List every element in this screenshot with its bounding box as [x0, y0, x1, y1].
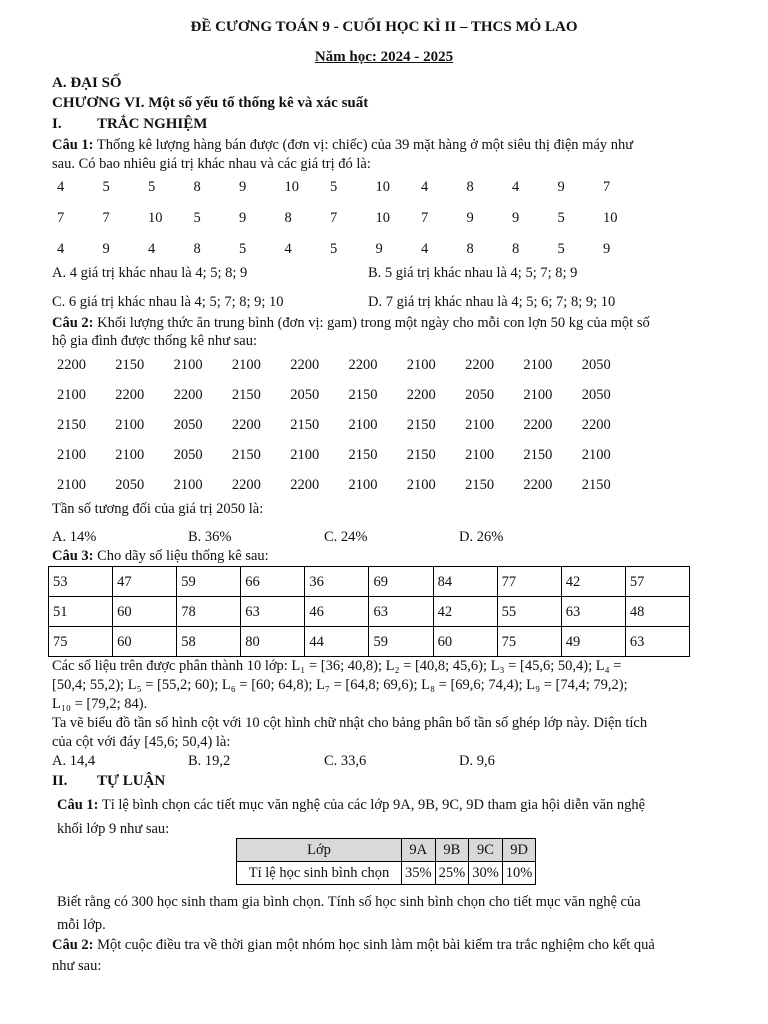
- question-1-option-b: B. 5 giá trị khác nhau là 4; 5; 7; 8; 9: [368, 265, 578, 281]
- question-2-grid-value: 2150: [348, 447, 378, 463]
- question-2-grid-value: 2200: [523, 477, 553, 493]
- table-cell: 63: [625, 627, 689, 657]
- table-cell: 84: [433, 567, 497, 597]
- school-year: Năm học: 2024 - 2025: [314, 49, 454, 65]
- question-1-grid-value: 4: [421, 179, 429, 195]
- question-2-grid-value: 2150: [581, 477, 611, 493]
- question-2-grid-value: 2200: [581, 417, 611, 433]
- question-2-grid-value: 2200: [115, 387, 145, 403]
- question-2-grid-value: 2150: [348, 387, 378, 403]
- table-cell: 53: [49, 567, 113, 597]
- essay-2-line-2: như sau:: [52, 958, 102, 974]
- question-label: Câu 1:: [52, 137, 94, 153]
- chapter-heading: CHƯƠNG VI. Một số yếu tố thống kê và xác suất: [52, 95, 369, 111]
- table-cell: 60: [113, 627, 177, 657]
- question-1-grid-value: 7: [330, 210, 338, 226]
- question-2-line-2: hộ gia đình được thống kê như sau:: [52, 333, 258, 349]
- table-cell: 60: [113, 597, 177, 627]
- question-3-classes-line-1: Các số liệu trên được phân thành 10 lớp: L₁ = [36; 40,8); L₂ = [40,8; 45,6); L₃ = [45,6; 50,4); L₄ =: [52, 658, 622, 674]
- question-1-grid-value: 5: [102, 179, 110, 195]
- question-2-option-b: B. 36%: [188, 529, 232, 545]
- question-2-grid-value: 2050: [115, 477, 145, 493]
- question-1-grid-value: 9: [466, 210, 474, 226]
- question-1-grid-value: 8: [512, 241, 520, 257]
- question-1-option-d: D. 7 giá trị khác nhau là 4; 5; 6; 7; 8; 9; 10: [368, 294, 616, 310]
- question-1-grid-value: 8: [466, 179, 474, 195]
- question-1-grid-value: 8: [193, 241, 201, 257]
- question-1-grid-value: 8: [466, 241, 474, 257]
- question-1-grid-value: 10: [603, 210, 618, 226]
- question-2-grid-value: 2100: [173, 357, 203, 373]
- question-1-option-c: C. 6 giá trị khác nhau là 4; 5; 7; 8; 9; 10: [52, 294, 284, 310]
- question-2-option-c: C. 24%: [324, 529, 368, 545]
- table-cell: 78: [177, 597, 241, 627]
- question-3-data-table: [48, 566, 690, 657]
- question-1-grid-value: 5: [239, 241, 247, 257]
- table-cell: 42: [561, 567, 625, 597]
- table-header-cell: 9A: [402, 839, 436, 862]
- question-2-grid-value: 2100: [465, 447, 495, 463]
- question-2-grid-value: 2200: [523, 417, 553, 433]
- table-cell: 35%: [402, 862, 436, 885]
- part-title: TỰ LUẬN: [97, 773, 166, 789]
- question-1-grid-value: 4: [57, 241, 65, 257]
- question-2-grid-value: 2100: [115, 417, 145, 433]
- table-header-cell: 9D: [502, 839, 536, 862]
- question-2-grid-value: 2200: [406, 387, 436, 403]
- question-1-grid-value: 4: [512, 179, 520, 195]
- question-1-grid-value: 7: [102, 210, 110, 226]
- essay-1-after-line-2: mỗi lớp.: [57, 917, 106, 933]
- question-2-grid-value: 2200: [173, 387, 203, 403]
- question-1-grid-value: 8: [284, 210, 292, 226]
- essay-1-after-line-1: Biết rằng có 300 học sinh tham gia bình chọn. Tính số học sinh bình chọn cho tiết mục văn nghệ của: [57, 894, 641, 910]
- question-2-grid-value: 2100: [406, 357, 436, 373]
- question-1-grid-value: 7: [603, 179, 611, 195]
- table-cell: 59: [369, 627, 433, 657]
- question-3-option-b: B. 19,2: [188, 753, 231, 769]
- table-cell: 75: [49, 627, 113, 657]
- question-2-grid-value: 2100: [173, 477, 203, 493]
- question-2-grid-value: 2050: [173, 417, 203, 433]
- question-2-grid-value: 2050: [581, 387, 611, 403]
- table-cell: 59: [177, 567, 241, 597]
- question-text: Một cuộc điều tra về thời gian một nhóm học sinh làm một bài kiểm tra trắc nghiệm cho kết quả: [97, 937, 655, 953]
- question-3-classes-line-3: L₁₀ = [79,2; 84).: [52, 696, 148, 712]
- question-3-prompt-line-2: của cột với đáy [45,6; 50,4) là:: [52, 734, 231, 750]
- question-2-grid-value: 2050: [465, 387, 495, 403]
- table-cell: 10%: [502, 862, 536, 885]
- question-2-grid-value: 2050: [173, 447, 203, 463]
- table-cell: 25%: [435, 862, 469, 885]
- table-cell: 49: [561, 627, 625, 657]
- question-2-grid-value: 2150: [406, 447, 436, 463]
- question-1-grid-value: 10: [375, 179, 390, 195]
- question-3-prompt-line-1: Ta vẽ biểu đồ tần số hình cột với 10 cột hình chữ nhật cho bảng phân bố tần số ghép lớp này. Diện tích: [52, 715, 648, 731]
- table-cell: 75: [497, 627, 561, 657]
- question-2-grid-value: 2100: [290, 447, 320, 463]
- question-2-grid-value: 2100: [115, 447, 145, 463]
- question-1-grid-value: 4: [421, 241, 429, 257]
- question-2-grid-value: 2150: [523, 447, 553, 463]
- question-2-grid-value: 2100: [523, 357, 553, 373]
- question-2-grid-value: 2100: [57, 447, 86, 463]
- table-cell: 42: [433, 597, 497, 627]
- table-cell: 57: [625, 567, 689, 597]
- question-1-grid-value: 5: [330, 179, 338, 195]
- question-2-option-d: D. 26%: [459, 529, 504, 545]
- question-1-line-2: sau. Có bao nhiêu giá trị khác nhau và các giá trị đó là:: [52, 156, 371, 172]
- table-cell: 63: [369, 597, 433, 627]
- table-cell: 80: [241, 627, 305, 657]
- question-2-grid-value: 2050: [581, 357, 611, 373]
- question-text: Tỉ lệ bình chọn các tiết mục văn nghệ của các lớp 9A, 9B, 9C, 9D tham gia hội diễn văn nghệ: [101, 797, 646, 813]
- table-cell: 63: [561, 597, 625, 627]
- question-1-grid-value: 9: [239, 179, 247, 195]
- question-2-grid-value: 2200: [290, 357, 320, 373]
- question-2-grid-value: 2100: [348, 417, 378, 433]
- essay-1-line-1: [57, 796, 645, 814]
- table-header-cell: 9B: [435, 839, 469, 862]
- question-3-option-c: C. 33,6: [324, 753, 367, 769]
- question-2-grid-value: 2100: [406, 477, 436, 493]
- question-2-grid-value: 2100: [57, 387, 86, 403]
- question-2-grid-value: 2150: [231, 447, 261, 463]
- question-2-option-a: A. 14%: [52, 529, 97, 545]
- question-2-grid-value: 2200: [231, 477, 261, 493]
- question-1-grid-value: 7: [57, 210, 65, 226]
- question-label: Câu 3:: [52, 548, 94, 564]
- question-1-grid-value: 9: [375, 241, 383, 257]
- question-2-grid-value: 2200: [57, 357, 86, 373]
- question-2-grid-value: 2100: [523, 387, 553, 403]
- question-1-grid-value: 5: [330, 241, 338, 257]
- table-header-cell: 9C: [469, 839, 503, 862]
- table-cell: 30%: [469, 862, 503, 885]
- question-text: Khối lượng thức ăn trung bình (đơn vị: gam) trong một ngày cho mỗi con lợn 50 kg của một số: [97, 315, 650, 331]
- part-title: TRẮC NGHIỆM: [97, 116, 208, 132]
- table-cell: 58: [177, 627, 241, 657]
- question-2-grid-value: 2200: [465, 357, 495, 373]
- question-2-grid-value: 2100: [231, 357, 261, 373]
- essay-2-line-1: [52, 936, 655, 954]
- table-cell: 47: [113, 567, 177, 597]
- table-cell: 48: [625, 597, 689, 627]
- question-3-classes-line-2: [50,4; 55,2); L₅ = [55,2; 60); L₆ = [60; 64,8); L₇ = [64,8; 69,6); L₈ = [69,6; 74,4); L₉ = [74,4; 79,2);: [52, 677, 628, 693]
- question-2-grid-value: 2200: [231, 417, 261, 433]
- question-text: Thống kê lượng hàng bán được (đơn vị: chiếc) của 39 mặt hàng ở một siêu thị điện máy như: [96, 137, 634, 153]
- question-1-grid-value: 4: [148, 241, 156, 257]
- question-2-grid-value: 2100: [57, 477, 86, 493]
- essay-1-line-2: khối lớp 9 như sau:: [57, 821, 170, 837]
- question-1-grid-value: 4: [57, 179, 65, 195]
- question-label: Câu 2:: [52, 937, 94, 953]
- table-row: [49, 597, 690, 627]
- question-2-grid-value: 2150: [465, 477, 495, 493]
- question-label: Câu 2:: [52, 315, 94, 331]
- question-2-grid-value: 2100: [348, 477, 378, 493]
- table-cell: 77: [497, 567, 561, 597]
- question-2-grid-value: 2100: [581, 447, 611, 463]
- question-1-grid-value: 5: [148, 179, 156, 195]
- table-header-row: [237, 839, 536, 862]
- question-1-grid-value: 9: [603, 241, 611, 257]
- question-1-grid-value: 8: [193, 179, 201, 195]
- question-2-grid-value: 2150: [231, 387, 261, 403]
- table-row: [49, 627, 690, 657]
- question-label: Câu 1:: [57, 797, 99, 813]
- question-1-grid-value: 4: [284, 241, 292, 257]
- question-1-grid-value: 9: [512, 210, 520, 226]
- table-cell: 66: [241, 567, 305, 597]
- question-1-option-a: A. 4 giá trị khác nhau là 4; 5; 8; 9: [52, 265, 248, 281]
- table-cell: 60: [433, 627, 497, 657]
- question-2-line-1: [52, 314, 650, 332]
- table-cell: 69: [369, 567, 433, 597]
- question-3-option-a: A. 14,4: [52, 753, 96, 769]
- table-cell: 55: [497, 597, 561, 627]
- question-1-grid-value: 9: [239, 210, 247, 226]
- table-header-cell: Lớp: [237, 839, 402, 862]
- question-2-grid-value: 2150: [290, 417, 320, 433]
- question-2-grid-value: 2050: [290, 387, 320, 403]
- part-number: II.: [52, 773, 68, 789]
- question-2-grid-value: 2100: [465, 417, 495, 433]
- section-heading: A. ĐẠI SỐ: [52, 75, 122, 91]
- table-cell: 46: [305, 597, 369, 627]
- question-text: Cho dãy số liệu thống kê sau:: [97, 548, 269, 564]
- question-2-grid-value: 2150: [57, 417, 86, 433]
- table-row: [49, 567, 690, 597]
- question-3-option-d: D. 9,6: [459, 753, 495, 769]
- question-1-grid-value: 10: [148, 210, 163, 226]
- table-cell: Tỉ lệ học sinh bình chọn: [237, 862, 402, 885]
- question-1-grid-value: 10: [375, 210, 390, 226]
- question-1-grid-value: 9: [102, 241, 110, 257]
- question-2-prompt: Tần số tương đối của giá trị 2050 là:: [52, 501, 264, 517]
- question-2-grid-value: 2150: [115, 357, 145, 373]
- question-1-grid-value: 10: [284, 179, 299, 195]
- question-1-grid-value: 5: [557, 210, 565, 226]
- question-1-grid-value: 5: [193, 210, 201, 226]
- question-1-grid-value: 7: [421, 210, 429, 226]
- part-number: I.: [52, 116, 62, 132]
- question-3-line-1: [52, 547, 269, 565]
- table-cell: 44: [305, 627, 369, 657]
- table-cell: 63: [241, 597, 305, 627]
- table-cell: 51: [49, 597, 113, 627]
- question-1-grid-value: 5: [557, 241, 565, 257]
- question-2-grid-value: 2150: [406, 417, 436, 433]
- table-row: [237, 862, 536, 885]
- document-title: ĐỀ CƯƠNG TOÁN 9 - CUỐI HỌC KÌ II – THCS MỎ LAO: [190, 19, 578, 35]
- question-2-grid-value: 2200: [348, 357, 378, 373]
- question-1-grid-value: 9: [557, 179, 565, 195]
- table-cell: 36: [305, 567, 369, 597]
- question-1-line-1: [52, 136, 633, 154]
- vote-rate-table: [236, 838, 536, 885]
- question-2-grid-value: 2200: [290, 477, 320, 493]
